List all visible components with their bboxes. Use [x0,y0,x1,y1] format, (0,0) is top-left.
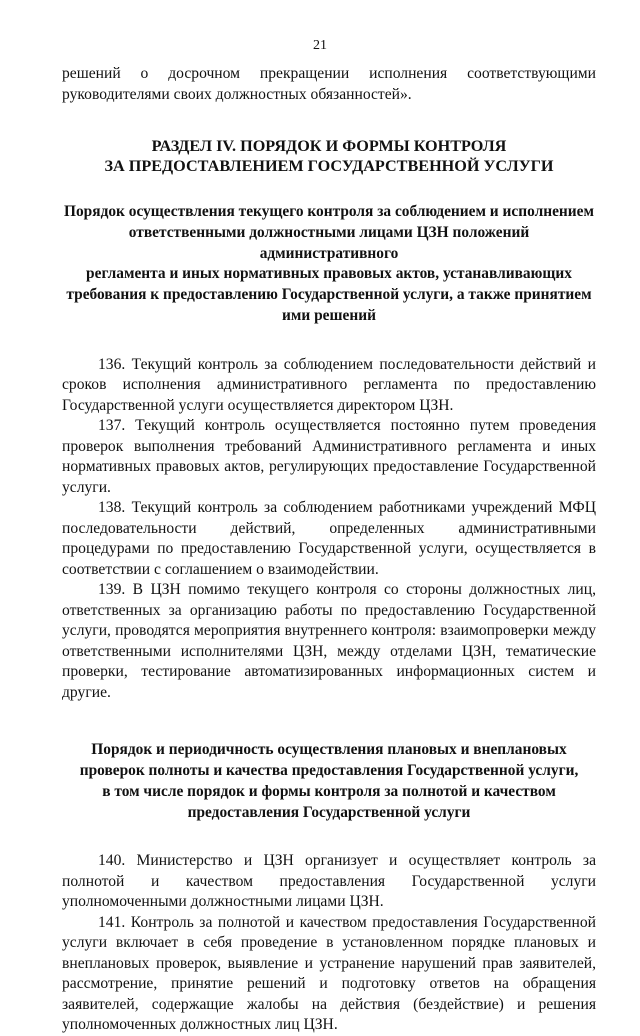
page-content [62,64,596,1036]
intro-fragment: решений о досрочном прекращении исполнения соответствующими руководителями своих должностных обязанностей». [62,65,596,103]
heading-line: проверок полноты и качества предоставления Государственной услуги, [79,762,579,780]
paragraph-137: 137. Текущий контроль осуществляется постоянно путем проведения проверок выполнения требований Административного регламента и иных нормативных правовых актов, регулирующих предоставление Государственной услуги. [62,417,596,496]
paragraph-141: 141. Контроль за полнотой и качеством предоставления Государственной услуги включает в себя проведение в установленном порядке плановых и внеплановых проверок, выявление и устранение нарушений прав заявителей, рассмотрение, принятие решений и подготовку ответов на обращения заявителей, содержащие жалобы на действия (бездействие) и решения уполномоченных должностных лиц ЦЗН. [62,913,596,1034]
heading-line: предоставления Государственной услуги [187,803,471,821]
heading-line: Порядок осуществления текущего контроля за соблюдением и исполнением [64,203,594,220]
subsection-heading-current-control [62,202,596,327]
paragraph-140: 140. Министерство и ЦЗН организует и осуществляет контроль за полнотой и качеством предоставления Государственной услуги уполномоченными должностными лицами ЦЗН. [62,852,596,911]
paragraph-136: 136. Текущий контроль за соблюдением последовательности действий и сроков исполнения административного регламента по предоставлению Государственной услуги осуществляется директором ЦЗН. [62,355,596,414]
heading-line: в том числе порядок и формы контроля за полнотой и качеством [102,782,556,800]
heading-line: требования к предоставлению Государственной услуги, а также принятием [66,286,592,304]
heading-line: Порядок и периодичность осуществления плановых и внеплановых [91,741,567,759]
heading-line: ими решений [282,306,376,324]
page-number: 21 [313,38,327,53]
paragraph-138: 138. Текущий контроль за соблюдением работниками учреждений МФЦ последовательности действий, определенных административными процедурами по предоставлению Государственной услуги, осуществляется в соответствии с соглашением о взаимодействии. [62,499,596,578]
paragraph-139: 139. В ЦЗН помимо текущего контроля со стороны должностных лиц, ответственных за организацию работы по предоставлению Государственной услуги, проводятся мероприятия внутреннего контроля: взаимопроверки между ответственными исполнителями ЦЗН, между отделами ЦЗН, тематические проверки, тестирование автоматизированных информационных систем и другие. [62,581,596,701]
section-title [62,136,596,176]
heading-line: ответственными должностными лицами ЦЗН положений административного [128,223,530,262]
subsection-heading-inspections [62,740,596,823]
section-title-line: РАЗДЕЛ IV. ПОРЯДОК И ФОРМЫ КОНТРОЛЯ [151,137,507,155]
section-title-line: ЗА ПРЕДОСТАВЛЕНИЕМ ГОСУДАРСТВЕННОЙ УСЛУГИ [104,157,554,175]
heading-line: регламента и иных нормативных правовых актов, устанавливающих [86,265,572,283]
